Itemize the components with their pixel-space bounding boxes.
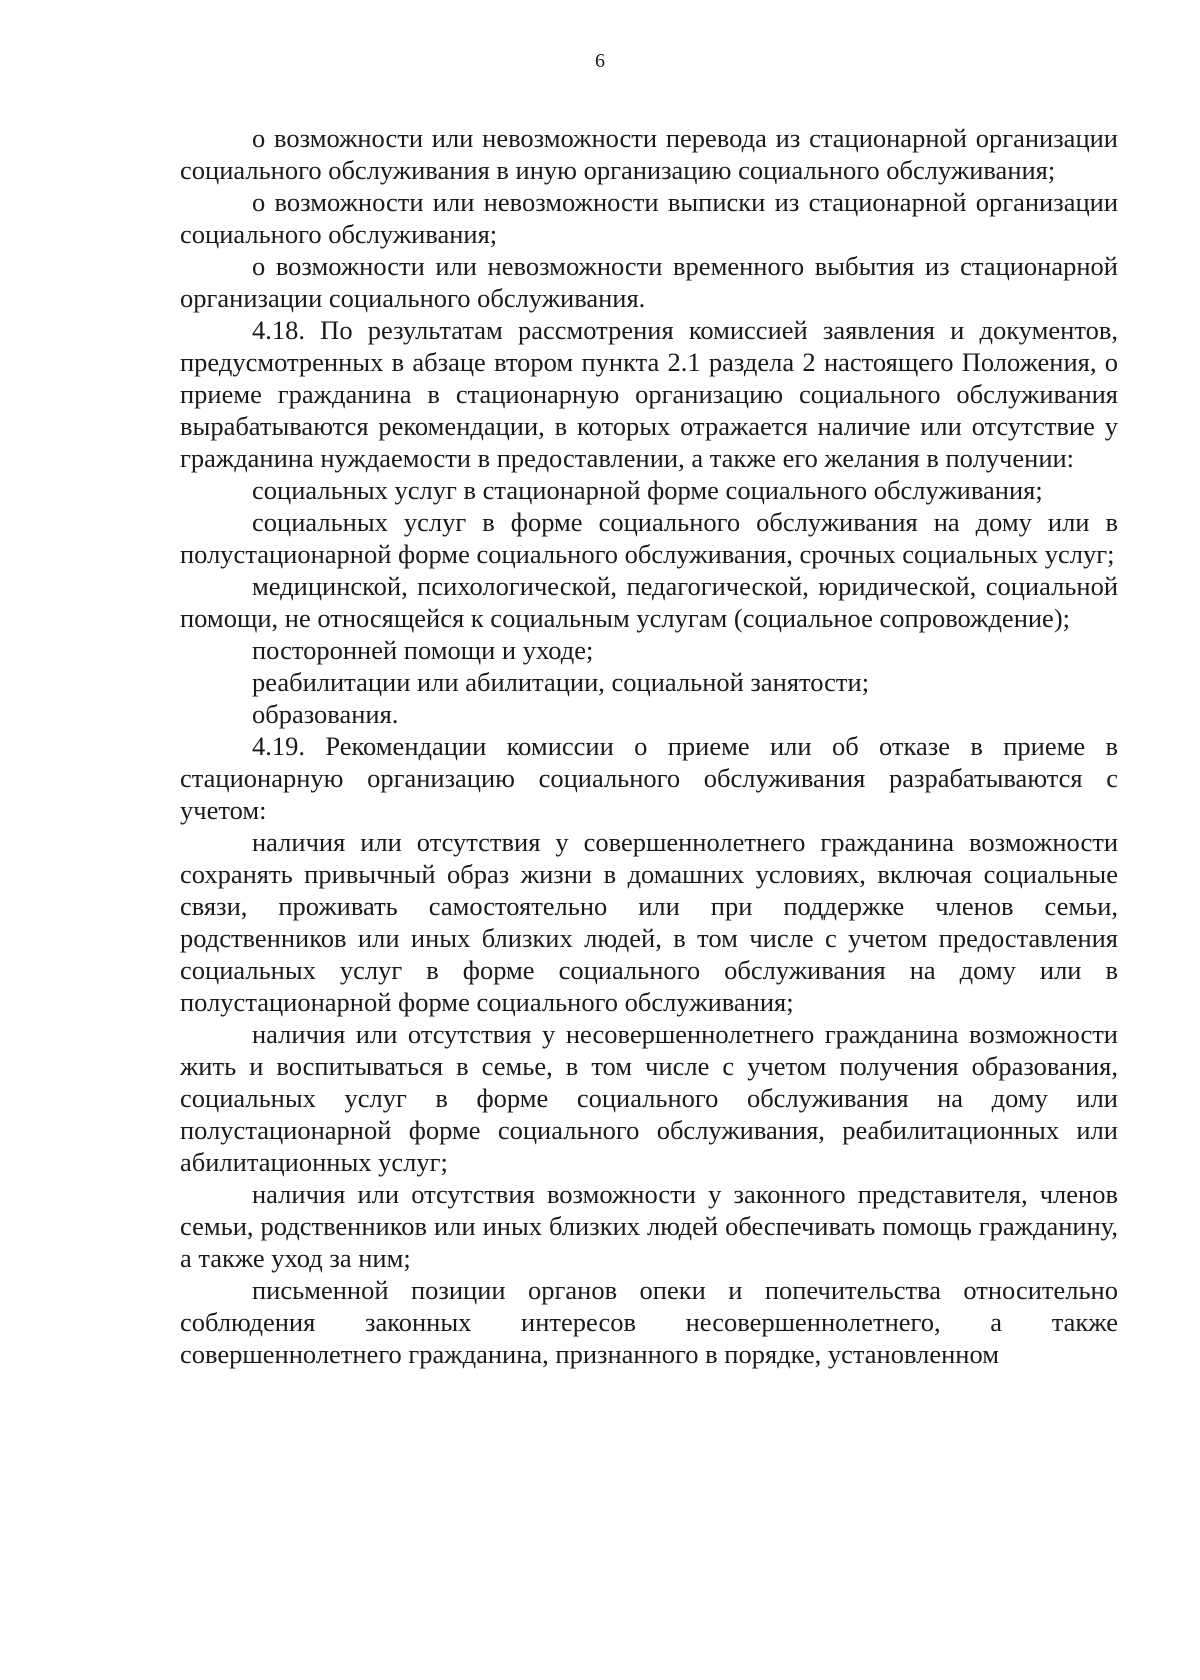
paragraph-stationary-services: социальных услуг в стационарной форме социального обслуживания;: [252, 475, 1043, 505]
paragraph-guardianship: письменной позиции органов опеки и попечительства относительно соблюдения законных интересов несовершеннолетнего, а также совершеннолетнего гражданина, признанного в порядке, установленном: [180, 1275, 1118, 1369]
paragraph-legal-representative: наличия или отсутствия возможности у законного представителя, членов семьи, родственников или иных близких людей обеспечивать помощь гражданину, а также уход за ним;: [180, 1179, 1118, 1273]
document-body: [180, 122, 1118, 1370]
paragraph-rehabilitation: реабилитации или абилитации, социальной занятости;: [252, 667, 870, 697]
paragraph-home-services: социальных услуг в форме социального обслуживания на дому или в полустационарной форме социального обслуживания, срочных социальных услуг;: [180, 507, 1118, 569]
page-number: 6: [595, 50, 605, 72]
paragraph-4-18: 4.18. По результатам рассмотрения комиссией заявления и документов, предусмотренных в абзаце втором пункта 2.1 раздела 2 настоящего Положения, о приеме гражданина в стационарную организацию социального обслуживания вырабатываются рекомендации, в которых отражается наличие или отсутствие у гражданина нуждаемости в предоставлении, а также его желания в получении:: [180, 315, 1118, 473]
paragraph-4-19: 4.19. Рекомендации комиссии о приеме или об отказе в приеме в стационарную организацию социального обслуживания разрабатываются с учетом:: [180, 731, 1118, 825]
paragraph-social-support: медицинской, психологической, педагогической, юридической, социальной помощи, не относящейся к социальным услугам (социальное сопровождение);: [180, 571, 1118, 633]
paragraph-temporary-leave: о возможности или невозможности временного выбытия из стационарной организации социального обслуживания.: [180, 251, 1118, 313]
paragraph-care: посторонней помощи и уходе;: [252, 635, 594, 665]
paragraph-minor-citizen: наличия или отсутствия у несовершеннолетнего гражданина возможности жить и воспитываться в семье, в том числе с учетом получения образования, социальных услуг в форме социального обслуживания на дому или полустационарной форме социального обслуживания, реабилитационных или абилитационных услуг;: [180, 1019, 1118, 1177]
paragraph-education: образования.: [252, 699, 399, 729]
paragraph-discharge: о возможности или невозможности выписки из стационарной организации социального обслуживания;: [180, 187, 1118, 249]
paragraph-adult-citizen: наличия или отсутствия у совершеннолетнего гражданина возможности сохранять привычный образ жизни в домашних условиях, включая социальные связи, проживать самостоятельно или при поддержке членов семьи, родственников или иных близких людей, в том числе с учетом предоставления социальных услуг в форме социального обслуживания на дому или в полустационарной форме социального обслуживания;: [180, 827, 1118, 1017]
paragraph-transfer: о возможности или невозможности перевода из стационарной организации социального обслуживания в иную организацию социального обслуживания;: [180, 123, 1118, 185]
